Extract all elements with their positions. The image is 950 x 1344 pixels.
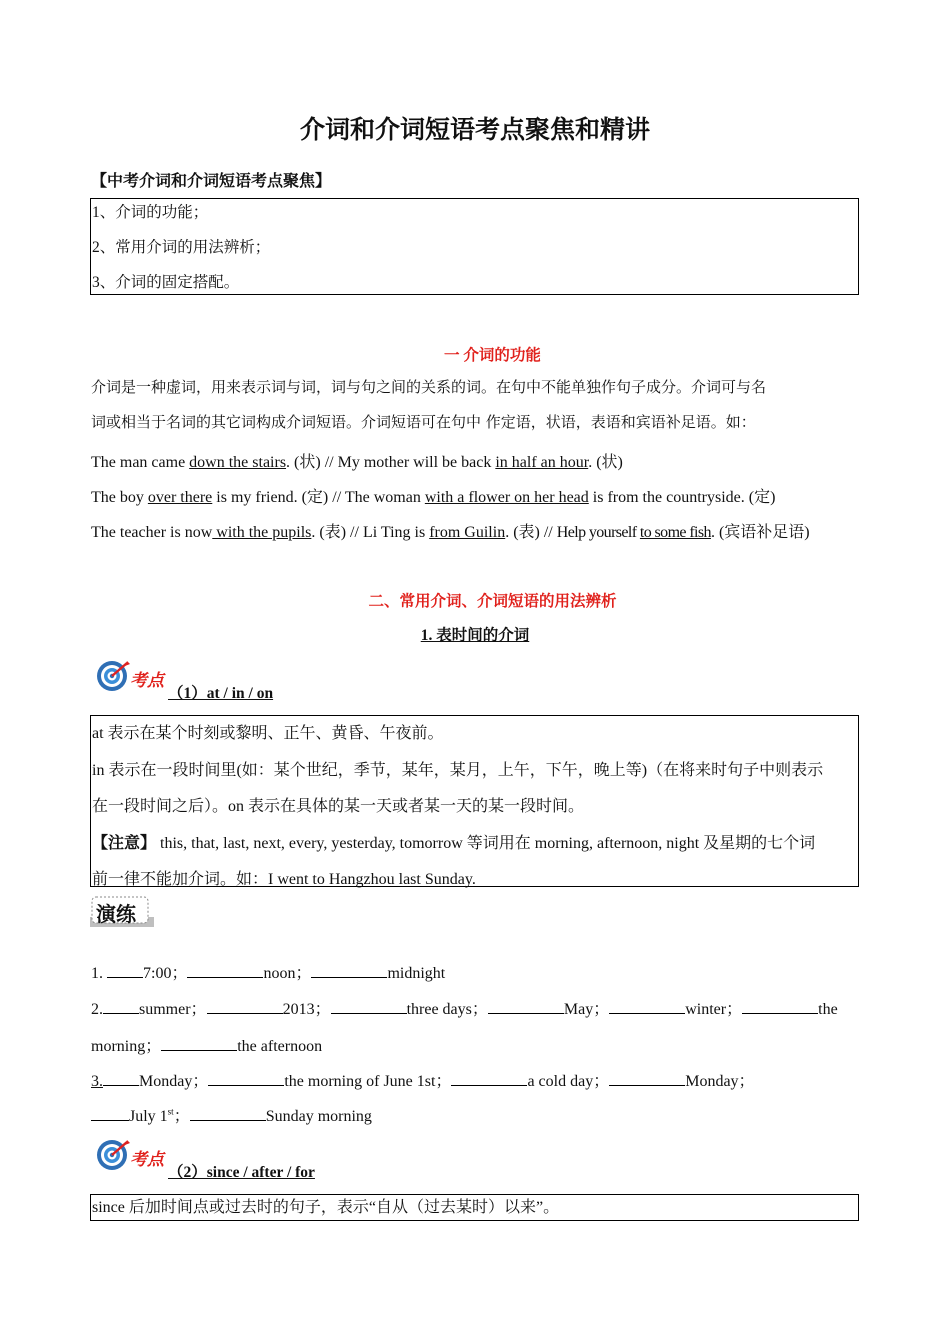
blank[interactable] [311,963,387,978]
point1-line: 在一段时间之后）。on 表示在具体的某一天或者某一天的某一段时间。 [92,798,585,815]
exercise-word: Sunday morning [265,1108,372,1125]
text: The boy [91,489,148,506]
note-text: this, that, last, next, every, yesterday, tomorrow 等词用在 morning, afternoon, night 及星期的七个词 [156,834,816,852]
part2-subheading: 1. 表时间的介词 [420,627,530,644]
text: . (表) // [505,524,557,541]
focus-item: 3、介词的固定搭配。 [92,274,240,291]
practice-badge [90,895,154,929]
exercise-word: Monday； [139,1073,209,1090]
text: . (状) // My mother will be back [286,454,496,471]
note-line-2: 前一律不能加介词。如：I went to Hangzhou last Sunday. [92,871,476,888]
exercise-word: three days； [406,1001,488,1018]
prep-phrase: to some fish [639,524,711,541]
point1-box [90,715,859,887]
blank[interactable] [742,999,818,1014]
point2-box [90,1194,859,1221]
focus-box [90,198,859,295]
exercise-word: a cold day； [527,1073,610,1090]
blank[interactable] [103,999,139,1014]
prep-phrase: from Guilin [429,524,506,541]
text: Help yourself [556,524,640,541]
exercise-word: 7:00； [143,965,188,982]
point1-line: in 表示在一段时间里(如：某个世纪，季节，某年，某月，上午，下午，晚上等)（在将来时句子中则表示 [92,761,824,779]
prep-phrase: over there [147,489,213,506]
page-title: 介词和介词短语考点聚焦和精讲 [299,115,650,144]
exercise-num: 1. [91,965,107,982]
exercise-word: noon； [263,965,312,982]
exercise-num: 3. [91,1073,103,1090]
text: is my friend. (定) // The woman [212,489,425,506]
exercise-2-cont [91,1033,322,1056]
text: The man came [91,454,190,471]
text: . (宾语补足语) [710,524,810,541]
example-line-1 [91,449,623,472]
note-line [91,826,858,863]
point2-label: （2）since / after / for [168,1164,315,1181]
exercise-word: May； [563,1001,610,1018]
practice-label: 演练 [96,902,136,926]
blank[interactable] [451,1071,527,1086]
kaodian-text: 考点 [130,1150,164,1169]
exercise-word: the morning of June 1st； [284,1073,452,1090]
kaodian-badge [96,1137,168,1173]
exercise-word: 2013； [282,1001,331,1018]
blank[interactable] [161,1036,237,1051]
exercise-3 [91,1068,755,1091]
prep-phrase: with a flower on her head [424,489,589,506]
exercise-2 [91,996,838,1019]
focus-item: 1、介词的功能； [92,204,209,221]
text: is from the countryside. (定) [588,489,776,506]
superscript: st [167,1106,174,1117]
exercise-3-cont [91,1103,372,1126]
focus-header: 【中考介词和介词短语考点聚焦】 [91,173,332,190]
intro-line: 介词是一种虚词，用来表示词与词，词与句之间的关系的词。在句中不能单独作句子成分。介词可与名 [91,378,767,396]
exercise-word: the afternoon [237,1038,323,1055]
exercise-word: the [818,1001,838,1018]
text: . (表) // Li Ting is [311,524,430,541]
example-line-3 [91,519,810,542]
exercise-word: morning； [91,1038,162,1055]
point1-label: （1）at / in / on [168,685,274,702]
exercise-num: 2. [91,1001,103,1018]
part1-heading: 一 介词的功能 [444,347,541,364]
text: . (状) [588,454,623,471]
blank[interactable] [331,999,407,1014]
prep-phrase: in half an hour [495,454,589,471]
exercise-1 [91,960,445,983]
blank[interactable] [91,1106,129,1121]
kaodian-badge [96,658,168,694]
kaodian-text: 考点 [130,671,164,690]
text: The teacher is now [91,524,213,541]
exercise-word: winter； [685,1001,743,1018]
exercise-word: summer； [139,1001,207,1018]
blank[interactable] [103,1071,139,1086]
exercise-word: midnight [387,965,446,982]
part2-heading: 二、常用介词、介词短语的用法辨析 [368,593,617,610]
exercise-word: July 1 [129,1108,168,1125]
part1-intro [91,370,860,440]
exercise-word: ； [173,1108,190,1125]
blank[interactable] [107,963,143,978]
blank[interactable] [187,963,263,978]
prep-phrase: with the pupils [212,524,312,541]
blank[interactable] [190,1106,266,1121]
blank[interactable] [488,999,564,1014]
example-line-2 [91,484,775,507]
intro-line: 词或相当于名词的其它词构成介词短语。介词短语可在句中 作定语，状语，表语和宾语补足语。如： [91,413,756,431]
prep-phrase: down the stairs [189,454,287,471]
exercise-word: Monday； [685,1073,755,1090]
blank[interactable] [609,1071,685,1086]
note-label: 【注意】 [92,834,157,852]
blank[interactable] [609,999,685,1014]
blank[interactable] [207,999,283,1014]
blank[interactable] [208,1071,284,1086]
focus-item: 2、常用介词的用法辨析； [92,239,271,256]
point1-line: at 表示在某个时刻或黎明、正午、黄昏、午夜前。 [92,725,444,742]
point2-line: since 后加时间点或过去时的句子，表示“自从（过去某时）以来”。 [92,1199,560,1216]
